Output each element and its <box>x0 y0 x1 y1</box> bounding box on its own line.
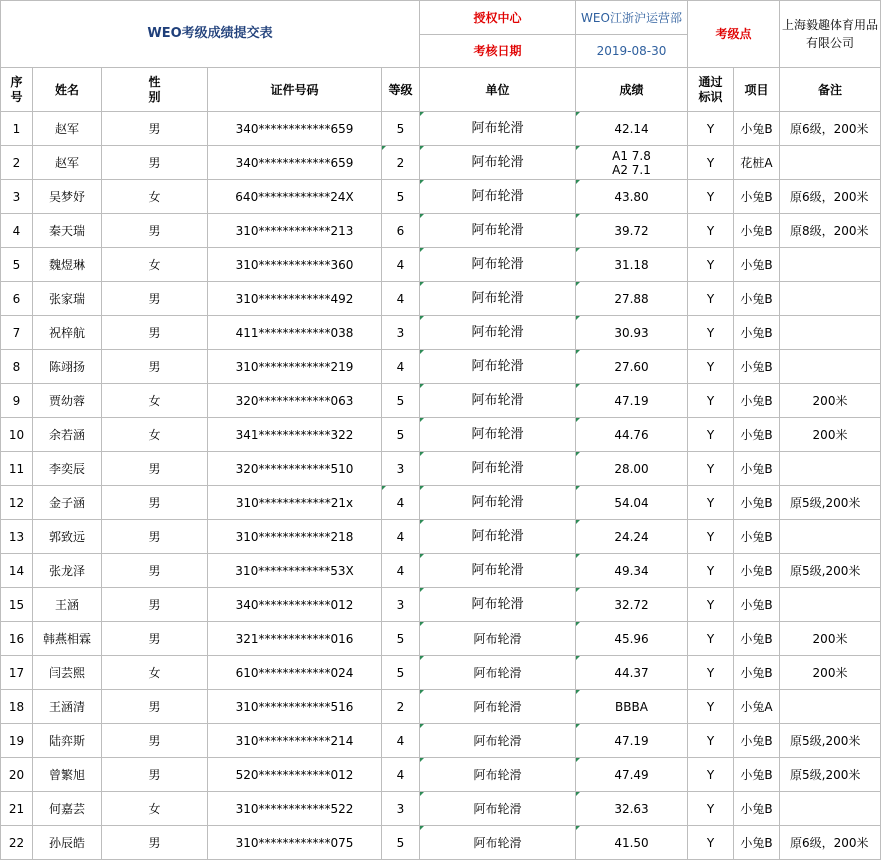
cell-name[interactable]: 孙辰皓 <box>33 826 102 860</box>
cell-gender[interactable]: 男 <box>102 690 208 724</box>
cell-unit[interactable]: 阿布轮滑 <box>420 384 576 418</box>
cell-level[interactable]: 5 <box>382 180 420 214</box>
cell-level[interactable]: 4 <box>382 282 420 316</box>
cell-pass[interactable]: Y <box>688 520 734 554</box>
table-row <box>1 180 881 214</box>
cell-pass[interactable]: Y <box>688 792 734 826</box>
cell-pass[interactable]: Y <box>688 384 734 418</box>
col-header-level: 等级 <box>382 68 420 112</box>
cell-note[interactable]: 原6级，200米 <box>780 180 881 214</box>
cell-note[interactable] <box>780 316 881 350</box>
cell-pass[interactable]: Y <box>688 452 734 486</box>
cell-item[interactable]: 小兔B <box>734 452 780 486</box>
cell-gender[interactable]: 男 <box>102 554 208 588</box>
cell-unit[interactable]: 阿布轮滑 <box>420 214 576 248</box>
cell-level[interactable]: 3 <box>382 588 420 622</box>
cell-score[interactable]: 54.04 <box>576 486 688 520</box>
cell-score[interactable]: 39.72 <box>576 214 688 248</box>
cell-score[interactable]: 27.88 <box>576 282 688 316</box>
cell-no[interactable]: 3 <box>1 180 33 214</box>
cell-level[interactable]: 5 <box>382 418 420 452</box>
cell-id[interactable]: 320************510 <box>208 452 382 486</box>
cell-id[interactable]: 310************53X <box>208 554 382 588</box>
cell-gender[interactable]: 女 <box>102 384 208 418</box>
cell-level[interactable]: 2 <box>382 690 420 724</box>
cell-pass[interactable]: Y <box>688 112 734 146</box>
auth-center-label: 授权中心 <box>420 1 576 35</box>
cell-id[interactable]: 310************214 <box>208 724 382 758</box>
cell-score[interactable]: 49.34 <box>576 554 688 588</box>
cell-id[interactable]: 310************075 <box>208 826 382 860</box>
cell-name[interactable]: 闫芸熙 <box>33 656 102 690</box>
cell-note[interactable]: 原8级，200米 <box>780 214 881 248</box>
cell-unit[interactable]: 阿布轮滑 <box>420 690 576 724</box>
cell-score[interactable]: 31.18 <box>576 248 688 282</box>
cell-name[interactable]: 余若涵 <box>33 418 102 452</box>
cell-unit[interactable]: 阿布轮滑 <box>420 520 576 554</box>
cell-name[interactable]: 郭致远 <box>33 520 102 554</box>
cell-level[interactable]: 4 <box>382 520 420 554</box>
cell-item[interactable]: 小兔B <box>734 214 780 248</box>
table-row <box>1 554 881 588</box>
table-row <box>1 282 881 316</box>
table-row <box>1 758 881 792</box>
cell-item[interactable]: 小兔B <box>734 588 780 622</box>
cell-name[interactable]: 金子涵 <box>33 486 102 520</box>
cell-unit[interactable]: 阿布轮滑 <box>420 350 576 384</box>
cell-pass[interactable]: Y <box>688 316 734 350</box>
table-row <box>1 656 881 690</box>
cell-unit[interactable]: 阿布轮滑 <box>420 486 576 520</box>
cell-no[interactable]: 20 <box>1 758 33 792</box>
cell-id[interactable]: 310************492 <box>208 282 382 316</box>
cell-no[interactable]: 8 <box>1 350 33 384</box>
cell-unit[interactable]: 阿布轮滑 <box>420 452 576 486</box>
cell-gender[interactable]: 男 <box>102 214 208 248</box>
cell-level[interactable]: 5 <box>382 826 420 860</box>
cell-pass[interactable]: Y <box>688 758 734 792</box>
cell-id[interactable]: 340************659 <box>208 112 382 146</box>
cell-level[interactable]: 3 <box>382 316 420 350</box>
cell-level[interactable]: 5 <box>382 656 420 690</box>
cell-unit[interactable]: 阿布轮滑 <box>420 758 576 792</box>
cell-no[interactable]: 22 <box>1 826 33 860</box>
cell-item[interactable]: 小兔B <box>734 656 780 690</box>
cell-gender[interactable]: 男 <box>102 452 208 486</box>
cell-name[interactable]: 陆弈斯 <box>33 724 102 758</box>
cell-name[interactable]: 何嘉芸 <box>33 792 102 826</box>
cell-no[interactable]: 6 <box>1 282 33 316</box>
cell-level[interactable]: 3 <box>382 792 420 826</box>
cell-no[interactable]: 2 <box>1 146 33 180</box>
cell-id[interactable]: 310************360 <box>208 248 382 282</box>
cell-note[interactable] <box>780 792 881 826</box>
cell-id[interactable]: 640************24X <box>208 180 382 214</box>
cell-no[interactable]: 9 <box>1 384 33 418</box>
col-header-gender-text: 性别 <box>148 74 161 104</box>
table-row <box>1 146 881 180</box>
table-row <box>1 418 881 452</box>
cell-score[interactable]: 24.24 <box>576 520 688 554</box>
table-row <box>1 792 881 826</box>
cell-item[interactable]: 小兔A <box>734 690 780 724</box>
cell-item[interactable]: 小兔B <box>734 758 780 792</box>
cell-score[interactable]: 44.37 <box>576 656 688 690</box>
cell-id[interactable]: 310************213 <box>208 214 382 248</box>
cell-score[interactable]: 42.14 <box>576 112 688 146</box>
cell-level[interactable]: 4 <box>382 724 420 758</box>
cell-name[interactable]: 陈翊扬 <box>33 350 102 384</box>
cell-name[interactable]: 王涵 <box>33 588 102 622</box>
cell-no[interactable]: 21 <box>1 792 33 826</box>
col-header-no <box>1 68 33 112</box>
cell-level[interactable]: 4 <box>382 486 420 520</box>
table-row <box>1 826 881 860</box>
cell-item[interactable]: 小兔B <box>734 350 780 384</box>
cell-score[interactable]: 47.19 <box>576 724 688 758</box>
cell-item[interactable]: 花桩A <box>734 146 780 180</box>
cell-item[interactable]: 小兔B <box>734 520 780 554</box>
cell-pass[interactable]: Y <box>688 826 734 860</box>
cell-note[interactable] <box>780 520 881 554</box>
cell-gender[interactable]: 女 <box>102 248 208 282</box>
cell-no[interactable]: 10 <box>1 418 33 452</box>
cell-gender[interactable]: 男 <box>102 622 208 656</box>
cell-item[interactable]: 小兔B <box>734 112 780 146</box>
cell-pass[interactable]: Y <box>688 350 734 384</box>
col-header-score: 成绩 <box>576 68 688 112</box>
cell-level[interactable]: 2 <box>382 146 420 180</box>
cell-unit[interactable]: 阿布轮滑 <box>420 112 576 146</box>
cell-gender[interactable]: 男 <box>102 758 208 792</box>
cell-item[interactable]: 小兔B <box>734 486 780 520</box>
cell-note[interactable]: 200米 <box>780 622 881 656</box>
cell-name[interactable]: 魏煜琳 <box>33 248 102 282</box>
cell-id[interactable]: 310************21x <box>208 486 382 520</box>
col-header-item: 项目 <box>734 68 780 112</box>
cell-score[interactable]: 28.00 <box>576 452 688 486</box>
cell-gender[interactable]: 男 <box>102 520 208 554</box>
cell-name[interactable]: 赵军 <box>33 112 102 146</box>
cell-pass[interactable]: Y <box>688 486 734 520</box>
cell-no[interactable]: 16 <box>1 622 33 656</box>
cell-score[interactable]: 45.96 <box>576 622 688 656</box>
cell-item[interactable]: 小兔B <box>734 826 780 860</box>
table-row <box>1 724 881 758</box>
cell-id[interactable]: 310************219 <box>208 350 382 384</box>
cell-note[interactable] <box>780 588 881 622</box>
cell-note[interactable]: 原5级,200米 <box>780 486 881 520</box>
cell-item[interactable]: 小兔B <box>734 622 780 656</box>
col-header-no-text: 序号 <box>10 74 23 104</box>
cell-note[interactable]: 200米 <box>780 656 881 690</box>
table-row <box>1 622 881 656</box>
cell-level[interactable]: 3 <box>382 452 420 486</box>
cell-item[interactable]: 小兔B <box>734 180 780 214</box>
cell-item[interactable]: 小兔B <box>734 282 780 316</box>
cell-unit[interactable]: 阿布轮滑 <box>420 316 576 350</box>
cell-gender[interactable]: 男 <box>102 316 208 350</box>
cell-note[interactable] <box>780 350 881 384</box>
cell-score[interactable]: 32.72 <box>576 588 688 622</box>
cell-note[interactable]: 原5级,200米 <box>780 758 881 792</box>
cell-unit[interactable]: 阿布轮滑 <box>420 554 576 588</box>
cell-gender[interactable]: 男 <box>102 588 208 622</box>
cell-unit[interactable]: 阿布轮滑 <box>420 248 576 282</box>
cell-name[interactable]: 张家瑞 <box>33 282 102 316</box>
sheet-title: WEO考级成绩提交表 <box>1 1 420 68</box>
table-row <box>1 384 881 418</box>
cell-id[interactable]: 310************522 <box>208 792 382 826</box>
table-row <box>1 214 881 248</box>
cell-pass[interactable]: Y <box>688 690 734 724</box>
cell-gender[interactable]: 女 <box>102 180 208 214</box>
cell-pass[interactable]: Y <box>688 724 734 758</box>
cell-note[interactable] <box>780 452 881 486</box>
column-header-row <box>1 68 881 112</box>
cell-gender[interactable]: 男 <box>102 350 208 384</box>
cell-no[interactable]: 7 <box>1 316 33 350</box>
table-row <box>1 520 881 554</box>
cell-score[interactable]: BBBA <box>576 690 688 724</box>
exam-site-value[interactable]: 上海毅趣体育用品有限公司 <box>780 1 881 68</box>
cell-name[interactable]: 韩燕相霖 <box>33 622 102 656</box>
cell-note[interactable] <box>780 248 881 282</box>
exam-site-label: 考级点 <box>688 1 780 68</box>
cell-gender[interactable]: 男 <box>102 146 208 180</box>
cell-note[interactable]: 原5级,200米 <box>780 554 881 588</box>
cell-score[interactable]: 44.76 <box>576 418 688 452</box>
exam-date-label: 考核日期 <box>420 35 576 68</box>
cell-level[interactable]: 5 <box>382 622 420 656</box>
cell-name[interactable]: 曾繁旭 <box>33 758 102 792</box>
table-row <box>1 588 881 622</box>
cell-pass[interactable]: Y <box>688 656 734 690</box>
col-header-name: 姓名 <box>33 68 102 112</box>
cell-no[interactable]: 15 <box>1 588 33 622</box>
table-row <box>1 350 881 384</box>
auth-center-value[interactable]: WEO江浙沪运营部 <box>576 1 688 35</box>
cell-name[interactable]: 王涵清 <box>33 690 102 724</box>
cell-id[interactable]: 411************038 <box>208 316 382 350</box>
cell-unit[interactable]: 阿布轮滑 <box>420 588 576 622</box>
cell-no[interactable]: 19 <box>1 724 33 758</box>
cell-unit[interactable]: 阿布轮滑 <box>420 724 576 758</box>
cell-gender[interactable]: 男 <box>102 486 208 520</box>
cell-pass[interactable]: Y <box>688 554 734 588</box>
col-header-pass <box>688 68 734 112</box>
cell-item[interactable]: 小兔B <box>734 384 780 418</box>
cell-unit[interactable]: 阿布轮滑 <box>420 622 576 656</box>
cell-id[interactable]: 320************063 <box>208 384 382 418</box>
cell-id[interactable]: 610************024 <box>208 656 382 690</box>
cell-level[interactable]: 4 <box>382 350 420 384</box>
cell-pass[interactable]: Y <box>688 248 734 282</box>
cell-unit[interactable]: 阿布轮滑 <box>420 146 576 180</box>
cell-score[interactable]: 47.19 <box>576 384 688 418</box>
cell-gender[interactable]: 男 <box>102 826 208 860</box>
cell-gender[interactable]: 女 <box>102 792 208 826</box>
cell-no[interactable]: 13 <box>1 520 33 554</box>
cell-id[interactable]: 520************012 <box>208 758 382 792</box>
cell-id[interactable]: 310************516 <box>208 690 382 724</box>
cell-pass[interactable]: Y <box>688 588 734 622</box>
col-header-pass-text: 通过标识 <box>698 74 723 104</box>
cell-no[interactable]: 17 <box>1 656 33 690</box>
cell-pass[interactable]: Y <box>688 622 734 656</box>
cell-no[interactable]: 11 <box>1 452 33 486</box>
cell-note[interactable]: 原6级，200米 <box>780 826 881 860</box>
cell-name[interactable]: 吴梦妤 <box>33 180 102 214</box>
table-row <box>1 112 881 146</box>
cell-level[interactable]: 4 <box>382 554 420 588</box>
cell-gender[interactable]: 男 <box>102 282 208 316</box>
cell-item[interactable]: 小兔B <box>734 316 780 350</box>
cell-level[interactable]: 5 <box>382 384 420 418</box>
cell-no[interactable]: 14 <box>1 554 33 588</box>
cell-pass[interactable]: Y <box>688 282 734 316</box>
cell-level[interactable]: 4 <box>382 758 420 792</box>
cell-unit[interactable]: 阿布轮滑 <box>420 656 576 690</box>
cell-item[interactable]: 小兔B <box>734 248 780 282</box>
cell-id[interactable]: 310************218 <box>208 520 382 554</box>
cell-no[interactable]: 5 <box>1 248 33 282</box>
cell-gender[interactable]: 女 <box>102 418 208 452</box>
cell-level[interactable]: 5 <box>382 112 420 146</box>
cell-item[interactable]: 小兔B <box>734 724 780 758</box>
cell-note[interactable]: 200米 <box>780 384 881 418</box>
cell-pass[interactable]: Y <box>688 146 734 180</box>
cell-score[interactable]: 41.50 <box>576 826 688 860</box>
cell-score[interactable]: 30.93 <box>576 316 688 350</box>
col-header-gender <box>102 68 208 112</box>
col-header-id: 证件号码 <box>208 68 382 112</box>
cell-note[interactable]: 原5级,200米 <box>780 724 881 758</box>
cell-name[interactable]: 李奕辰 <box>33 452 102 486</box>
cell-score-line-1: A1 7.8 <box>612 148 651 163</box>
col-header-unit: 单位 <box>420 68 576 112</box>
cell-no[interactable]: 12 <box>1 486 33 520</box>
cell-note[interactable] <box>780 282 881 316</box>
cell-no[interactable]: 18 <box>1 690 33 724</box>
cell-name[interactable]: 秦天瑞 <box>33 214 102 248</box>
cell-score[interactable]: 32.63 <box>576 792 688 826</box>
cell-score[interactable]: 43.80 <box>576 180 688 214</box>
cell-no[interactable]: 4 <box>1 214 33 248</box>
cell-note[interactable]: 原6级，200米 <box>780 112 881 146</box>
cell-id[interactable]: 340************659 <box>208 146 382 180</box>
cell-item[interactable]: 小兔B <box>734 792 780 826</box>
cell-name[interactable]: 赵军 <box>33 146 102 180</box>
cell-id[interactable]: 321************016 <box>208 622 382 656</box>
cell-id[interactable]: 340************012 <box>208 588 382 622</box>
cell-score[interactable] <box>576 146 688 180</box>
table-row <box>1 486 881 520</box>
cell-unit[interactable]: 阿布轮滑 <box>420 180 576 214</box>
col-header-note: 备注 <box>780 68 881 112</box>
cell-note[interactable] <box>780 690 881 724</box>
cell-gender[interactable]: 男 <box>102 724 208 758</box>
cell-name[interactable]: 张龙泽 <box>33 554 102 588</box>
cell-unit[interactable]: 阿布轮滑 <box>420 826 576 860</box>
cell-score[interactable]: 47.49 <box>576 758 688 792</box>
table-row <box>1 690 881 724</box>
table-row <box>1 316 881 350</box>
cell-item[interactable]: 小兔B <box>734 418 780 452</box>
cell-pass[interactable]: Y <box>688 180 734 214</box>
cell-score[interactable]: 27.60 <box>576 350 688 384</box>
cell-score-line-2: A2 7.1 <box>612 162 651 177</box>
exam-date-value[interactable]: 2019-08-30 <box>576 35 688 68</box>
cell-unit[interactable]: 阿布轮滑 <box>420 418 576 452</box>
cell-name[interactable]: 祝梓航 <box>33 316 102 350</box>
cell-name[interactable]: 贾幼蓉 <box>33 384 102 418</box>
cell-id[interactable]: 341************322 <box>208 418 382 452</box>
cell-pass[interactable]: Y <box>688 214 734 248</box>
cell-note[interactable] <box>780 146 881 180</box>
cell-gender[interactable]: 女 <box>102 656 208 690</box>
table-row <box>1 248 881 282</box>
cell-item[interactable]: 小兔B <box>734 554 780 588</box>
cell-no[interactable]: 1 <box>1 112 33 146</box>
cell-unit[interactable]: 阿布轮滑 <box>420 792 576 826</box>
cell-gender[interactable]: 男 <box>102 112 208 146</box>
cell-note[interactable]: 200米 <box>780 418 881 452</box>
cell-level[interactable]: 4 <box>382 248 420 282</box>
cell-level[interactable]: 6 <box>382 214 420 248</box>
cell-unit[interactable]: 阿布轮滑 <box>420 282 576 316</box>
table-row <box>1 452 881 486</box>
cell-pass[interactable]: Y <box>688 418 734 452</box>
